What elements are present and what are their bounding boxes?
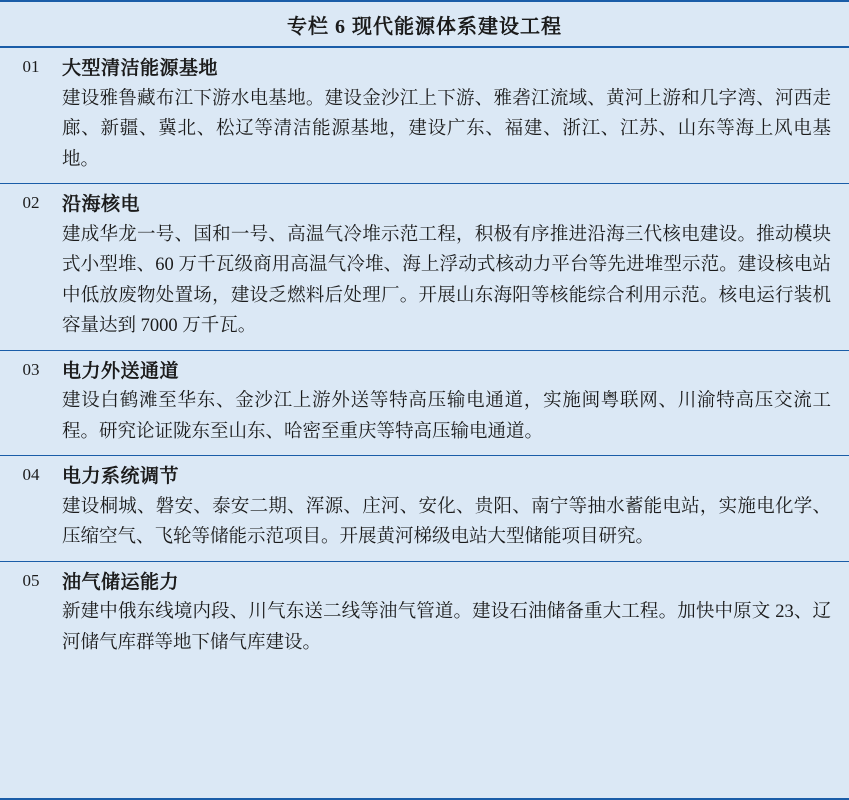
item-number: 03 bbox=[22, 359, 40, 379]
item-text: 建设白鹤滩至华东、金沙江上游外送等特高压输电通道，实施闽粤联网、川渝特高压交流工程。研究论证陇东至山东、哈密至重庆等特高压输电通道。 bbox=[62, 391, 831, 442]
panel-title: 专栏 6 现代能源体系建设工程 bbox=[287, 15, 562, 38]
item-body bbox=[62, 569, 849, 659]
item-number: 02 bbox=[22, 193, 40, 213]
item-text: 建成华龙一号、国和一号、高温气冷堆示范工程，积极有序推进沿海三代核电建设。推动模块式小型堆、60 万千瓦级商用高温气冷堆、海上浮动式核动力平台等先进堆型示范。建设核电站中低放废物处置场，建设乏燃料后处理厂。开展山东海阳等核能综合利用示范。核电运行装机容量达到 7000 万千瓦。 bbox=[62, 224, 831, 337]
item-heading: 油气储运能力 bbox=[62, 571, 180, 593]
list-item bbox=[0, 351, 849, 457]
item-number: 05 bbox=[22, 570, 40, 590]
panel-title-bar bbox=[0, 2, 849, 48]
list-item bbox=[0, 184, 849, 351]
item-text: 建设雅鲁藏布江下游水电基地。建设金沙江上下游、雅砻江流域、黄河上游和几字湾、河西走廊、新疆、冀北、松辽等清洁能源基地，建设广东、福建、浙江、江苏、山东等海上风电基地。 bbox=[62, 88, 831, 170]
item-heading: 电力系统调节 bbox=[62, 466, 180, 488]
item-body bbox=[62, 358, 849, 448]
list-item bbox=[0, 562, 849, 667]
item-text: 新建中俄东线境内段、川气东送二线等油气管道。建设石油储备重大工程。加快中原文 23、辽河储气库群等地下储气库建设。 bbox=[62, 602, 831, 653]
project-list bbox=[0, 48, 849, 798]
item-number: 04 bbox=[22, 465, 40, 485]
item-heading: 大型清洁能源基地 bbox=[62, 58, 219, 79]
item-body bbox=[62, 463, 849, 553]
item-heading: 电力外送通道 bbox=[62, 360, 180, 382]
list-item bbox=[0, 456, 849, 562]
list-item bbox=[0, 48, 849, 184]
item-text: 建设桐城、磐安、泰安二期、浑源、庄河、安化、贵阳、南宁等抽水蓄能电站，实施电化学、压缩空气、飞轮等储能示范项目。开展黄河梯级电站大型储能项目研究。 bbox=[62, 496, 831, 548]
item-heading: 沿海核电 bbox=[62, 194, 141, 216]
item-number: 01 bbox=[22, 57, 40, 76]
item-body bbox=[62, 191, 849, 342]
item-body bbox=[62, 55, 849, 175]
